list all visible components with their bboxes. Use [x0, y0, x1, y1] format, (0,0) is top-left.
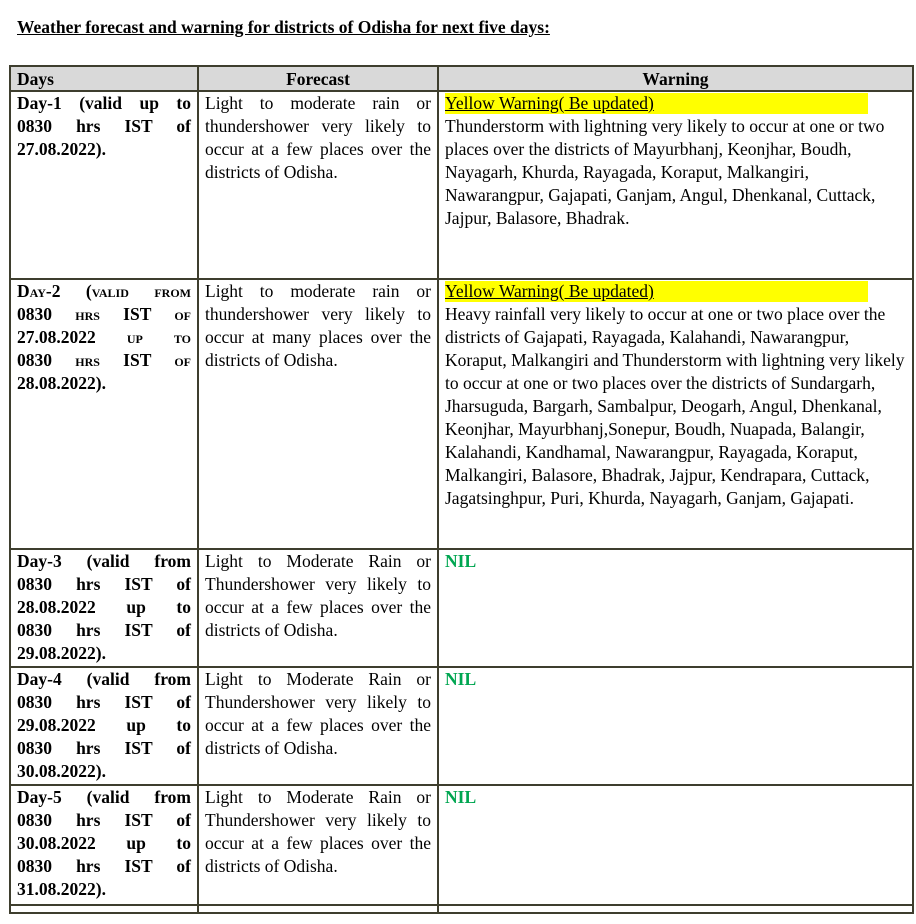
forecast-cell: Light to moderate rain or thundershower very likely to occur at many places over the districts of Odisha. — [198, 279, 438, 549]
day-line: 28.08.2022). — [17, 373, 106, 393]
header-forecast: Forecast — [198, 66, 438, 91]
day-line: 0830 hrs IST of — [17, 738, 191, 758]
day-cell — [10, 91, 198, 279]
day-line: 0830 hrs IST of — [17, 350, 191, 370]
day-line: 0830 hrs IST of — [17, 692, 191, 712]
day-line: 30.08.2022 up to — [17, 833, 191, 853]
day-line: 0830 hrs IST of — [17, 304, 191, 324]
day-line: 29.08.2022 up to — [17, 715, 191, 735]
warning-text: Thunderstorm with lightning very likely to occur at one or two places over the districts of Mayurbhanj, Keonjhar, Boudh, Nayagarh, Khurda, Rayagada, Koraput, Malkangiri, Nawarangpur, Gajapati, Ganjam, Angul, Dhenkanal, Cuttack, Jajpur, Balasore, Bhadrak. — [445, 116, 885, 228]
table-row — [10, 279, 913, 549]
warning-nil: NIL — [438, 785, 913, 905]
day-line: 0830 hrs IST of — [17, 856, 191, 876]
warning-nil: NIL — [438, 549, 913, 667]
header-warning: Warning — [438, 66, 913, 91]
forecast-cell: Light to moderate rain or thundershower very likely to occur at a few places over the districts of Odisha. — [198, 91, 438, 279]
day-line: 28.08.2022 up to — [17, 597, 191, 617]
day-cell — [10, 785, 198, 905]
day-line: 0830 hrs IST of — [17, 574, 191, 594]
header-days: Days — [10, 66, 198, 91]
table-row — [10, 667, 913, 785]
forecast-table — [9, 65, 914, 914]
page-title: Weather forecast and warning for districts of Odisha for next five days: — [17, 17, 550, 37]
day-line: Day-5 (valid from — [17, 787, 191, 807]
warning-text: Heavy rainfall very likely to occur at one or two place over the districts of Gajapati, Rayagada, Kalahandi, Nawarangpur, Koraput, Malkangiri and Thunderstorm with lightning very likely to occur at one or two places over the districts of Sundargarh, Jharsuguda, Bargarh, Sambalpur, Deogarh, Angul, Dhenkanal, Keonjhar, Mayurbhanj,Sonepur, Boudh, Nuapada, Balangir, Kalahandi, Kandhamal, Nawarangpur, Rayagada, Koraput, Malkangiri, Balasore, Bhadrak, Jajpur, Kendrapara, Cuttack, Jagatsinghpur, Puri, Khurda, Nayagarh, Ganjam, Gajapati. — [445, 304, 905, 508]
day-line: Day-1 (valid up to — [17, 93, 191, 113]
warning-cell — [438, 279, 913, 549]
table-row — [10, 785, 913, 905]
day-line: 0830 hrs IST of — [17, 810, 191, 830]
warning-badge: Yellow Warning( Be updated) — [445, 93, 868, 114]
empty-cell — [438, 905, 913, 913]
day-line: 31.08.2022). — [17, 879, 106, 899]
day-line: 27.08.2022 up to — [17, 327, 191, 347]
day-line: 0830 hrs IST of — [17, 116, 191, 136]
table-row — [10, 549, 913, 667]
warning-nil: NIL — [438, 667, 913, 785]
table-row — [10, 91, 913, 279]
day-line: Day-3 (valid from — [17, 551, 191, 571]
warning-cell — [438, 91, 913, 279]
forecast-cell: Light to Moderate Rain or Thundershower very likely to occur at a few places over the districts of Odisha. — [198, 667, 438, 785]
day-line: 29.08.2022). — [17, 643, 106, 663]
day-cell — [10, 667, 198, 785]
header-row — [10, 66, 913, 91]
day-line: 27.08.2022). — [17, 139, 106, 159]
day-line: Day-4 (valid from — [17, 669, 191, 689]
day-cell — [10, 279, 198, 549]
table-row-cut — [10, 905, 913, 913]
day-line: Day-2 (valid from — [17, 281, 191, 301]
forecast-cell: Light to Moderate Rain or Thundershower very likely to occur at a few places over the districts of Odisha. — [198, 549, 438, 667]
day-line: 30.08.2022). — [17, 761, 106, 781]
empty-cell — [10, 905, 198, 913]
warning-badge: Yellow Warning( Be updated) — [445, 281, 868, 302]
forecast-cell: Light to Moderate Rain or Thundershower very likely to occur at a few places over the districts of Odisha. — [198, 785, 438, 905]
empty-cell — [198, 905, 438, 913]
day-line: 0830 hrs IST of — [17, 620, 191, 640]
day-cell — [10, 549, 198, 667]
